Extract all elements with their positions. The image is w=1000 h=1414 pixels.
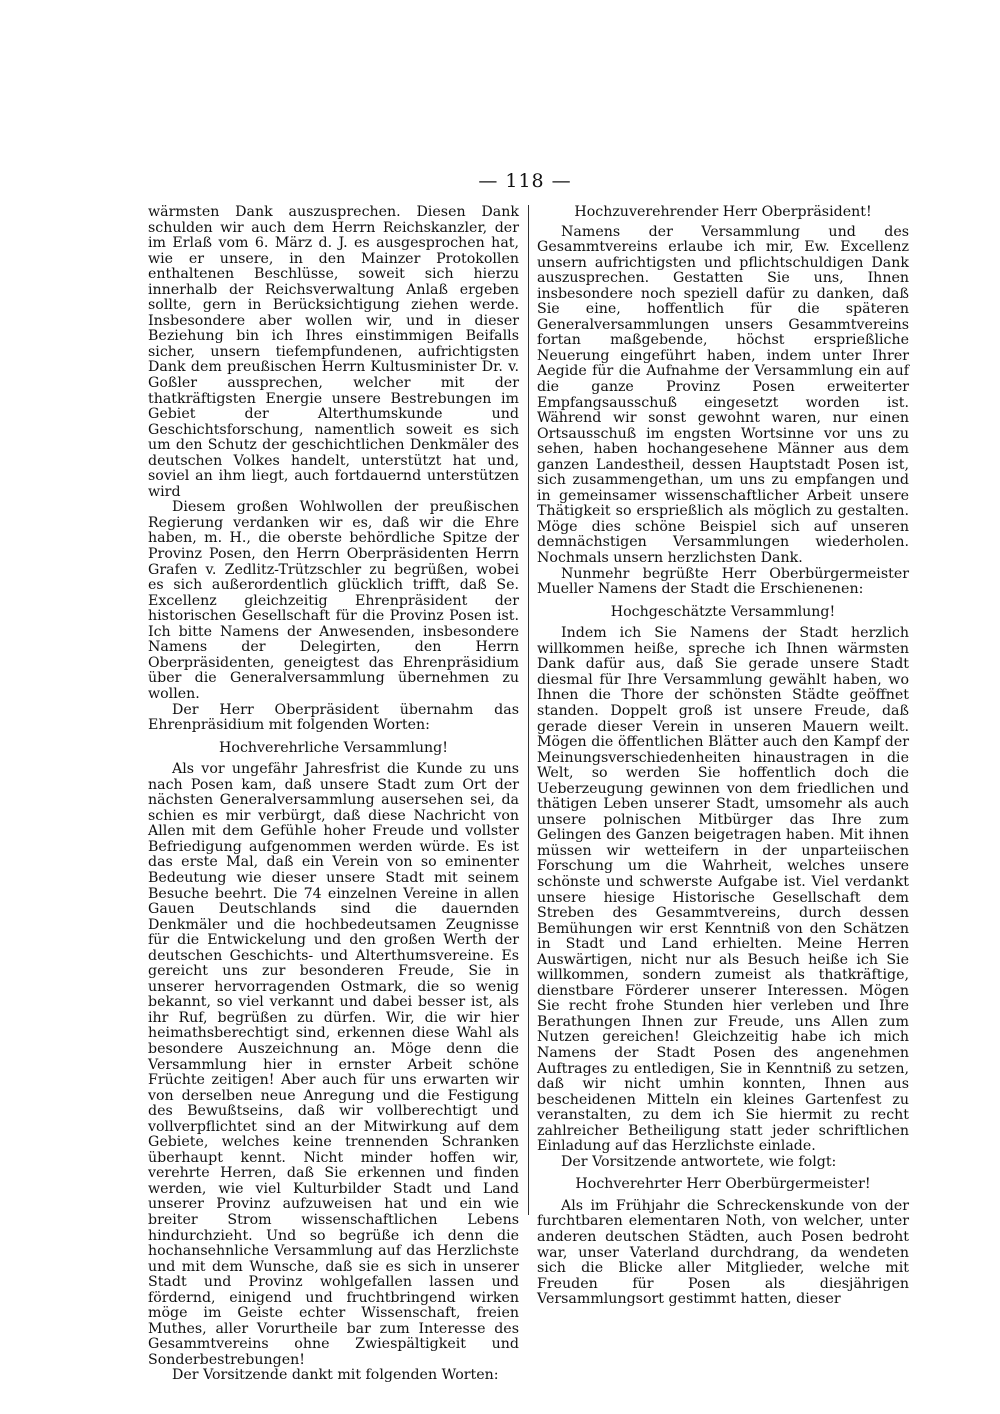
right-column <box>537 205 909 1308</box>
paragraph: wärmsten Dank auszusprechen. Diesen Dank schulden wir auch dem Herrn Reichskanzler, der im Erlaß vom 6. März d. J. es ausgesprochen hat, wie er unsere, in den Mainzer Protokollen enthaltenen Beschlüsse, soweit sich hierzu innerhalb der Reichsverwaltung Anlaß ergeben sollte, gern in Berücksichtigung ziehen werde. Insbesondere aber wollen wir, und in dieser Beziehung bin ich Ihres einstimmigen Beifalls sicher, unsern tiefempfundenen, aufrichtigsten Dank dem preußischen Herrn Kultusminister Dr. v. Goßler aussprechen, welcher mit der thatkräftigsten Energie unsere Bestrebungen im Gebiet der Alterthumskunde und Geschichtsforschung, namentlich soweit es sich um den Schutz der geschichtlichen Denkmäler des deutschen Volkes handelt, unterstützt hat und, soviel an ihm liegt, auch fortdauernd unterstützen wird <box>148 204 519 500</box>
paragraph: Namens der Versammlung und des Gesammtvereins erlaube ich mir, Ew. Excellenz unsern aufrichtigsten und pflichtschuldigen Dank auszusprechen. Gestatten Sie uns, Ihnen insbesondere noch speziell dafür zu danken, daß Sie eine, hoffentlich für die späteren Generalversammlungen unsers Gesammtvereins fortan maßgebende, höchst ersprießliche Neuerung eingeführt haben, indem unter Ihrer Aegide für die Aufnahme der Versammlung ein auf die ganze Provinz Posen erweiterter Empfangsausschuß eingesetzt worden ist. Während wir sonst gewohnt waren, nur einen Ortsausschuß im engsten Wortsinne vor uns zu sehen, haben hochangesehene Männer aus dem ganzen Landestheil, dessen Hauptstadt Posen ist, sich zusammengethan, um uns zu empfangen und in gemeinsamer wissenschaftlicher Arbeit unsere Thätigkeit so ersprießlich als möglich zu gestalten. Möge dies schöne Beispiel sich auf unseren demnächstigen Versammlungen wiederholen. Nochmals unsern herzlichsten Dank. <box>537 223 909 567</box>
salutation-heading: Hochverehrter Herr Oberbürgermeister! <box>575 1176 871 1193</box>
paragraph: Nunmehr begrüßte Herr Oberbürgermeister Mueller Namens der Stadt die Erschienenen: <box>537 565 909 598</box>
paragraph: Indem ich Sie Namens der Stadt herzlich willkommen heiße, spreche ich Ihnen wärmsten Dank dafür aus, daß Sie gerade unsere Stadt diesmal für Ihre Versammlung gewählt haben, wo Ihnen die Thore der schönsten Städte geöffnet standen. Doppelt groß ist unsere Freude, daß gerade dieser Verein in unseren Mauern weilt. Mögen die öffentlichen Blätter auch den Kampf der Meinungsverschiedenheiten hinaustragen in die Welt, so werden Sie hoffentlich doch die Ueberzeugung gewinnen von dem friedlichen und thätigen Leben unserer Stadt, umsomehr als auch unsere polnischen Mitbürger das Ihre zum Gelingen des Ganzen beigetragen haben. Mit ihnen müssen wir wetteifern in der unparteiischen Forschung um die Wahrheit, welches unsere schönste und schwerste Aufgabe ist. Viel verdankt unsere hiesige Historische Gesellschaft dem Streben des Gesammtvereins, durch dessen Bemühungen wir erst Kenntniß von den Schätzen in Stadt und Land erhielten. Meine Herren Auswärtigen, nicht nur als Besuch heiße ich Sie willkommen, sondern zumeist als thatkräftige, dienstbare Förderer unserer Interessen. Mögen Sie recht frohe Stunden hier verleben und Ihre Berathungen Ihnen zur Freude, uns Allen zum Nutzen gereichen! Gleichzeitig habe ich mich Namens der Stadt Posen des angenehmen Auftrages zu entledigen, Sie in Kenntniß zu setzen, daß wir nicht umhin konnten, Ihnen aus bescheidenen Mitteln ein kleines Gartenfest zu veranstalten, zu dem ich Sie hiermit zu recht zahlreicher Betheiligung statt jeder schriftlichen Einladung auf das Herzlichste einlade. <box>537 625 909 1155</box>
paragraph: Der Herr Oberpräsident übernahm das Ehrenpräsidium mit folgenden Worten: <box>148 701 519 734</box>
column-divider <box>528 205 529 1215</box>
page-number: — 118 — <box>478 170 572 192</box>
paragraph: Diesem großen Wohlwollen der preußischen Regierung verdanken wir es, daß wir die Ehre haben, m. H., die oberste behördliche Spitze der Provinz Posen, den Herrn Oberpräsidenten Herrn Grafen v. Zedlitz-Trützschler zu begrüßen, wobei es sich außerordentlich glücklich trifft, daß Se. Excellenz gleichzeitig Ehrenpräsident der historischen Gesellschaft für die Provinz Posen ist. Ich bitte Namens der Anwesenden, insbesondere Namens der Delegirten, den Herrn Oberpräsidenten, geneigtest das Ehrenpräsidium über die Generalversammlung übernehmen zu wollen. <box>148 499 519 702</box>
paragraph: Als im Frühjahr die Schreckenskunde von der furchtbaren elementaren Noth, von welcher, unter anderen deutschen Städten, auch Posen bedroht war, unser Vaterland durchdrang, da wendeten sich die Blicke aller Mitglieder, welche mit Freuden für Posen als diesjährigen Versammlungsort gestimmt hatten, dieser <box>537 1197 909 1308</box>
paragraph: Als vor ungefähr Jahresfrist die Kunde zu uns nach Posen kam, daß unsere Stadt zum Ort der nächsten Generalversammlung ausersehen sei, da schien es mir verbürgt, daß diese Nachricht von Allen mit dem Gefühle hoher Freude und vollster Befriedigung aufgenommen werden würde. Es ist das erste Mal, daß ein Verein von so eminenter Bedeutung wie dieser unsere Stadt mit seinem Besuche beehrt. Die 74 einzelnen Vereine in allen Gauen Deutschlands sind die dauernden Denkmäler und die hochbedeutsamen Zeugnisse für die Entwickelung und den großen Werth der deutschen Geschichts- und Alterthumsvereine. Es gereicht uns zur besonderen Freude, Sie in unserer hervorragenden Ostmark, die so wenig bekannt, so viel verkannt und dabei besser ist, als ihr Ruf, begrüßen zu dürfen. Wir, die wir hier heimathsberechtigt sind, erkennen diese Wahl als besondere Auszeichnung an. Möge denn die Versammlung hier in ernster Arbeit schöne Früchte zeitigen! Aber auch für uns erwarten wir von derselben neue Anregung und die Festigung des Bewußtseins, daß wir vollberechtigt und vollverpflichtet sind an der Mitwirkung auf dem Gebiete, welches keine trennenden Schranken überhaupt kennt. Nicht minder hoffen wir, verehrte Herren, daß Sie erkennen und finden werden, wie viel Kulturbilder Stadt und Land unserer Provinz aufzuweisen hat und ein wie breiter Strom wissenschaftlichen Lebens hindurchzieht. Und so begrüße ich denn die hochansehnliche Versammlung auf das Herzlichste und mit dem Wunsche, daß sie es sich in unserer Stadt und Provinz wohlgefallen lassen und fördernd, einigend und fruchtbringend wirken möge im Geiste echter Wissenschaft, freien Muthes, aller Vorurtheile bar zum Interesse des Gesammtvereins ohne Zwiespältigkeit und Sonderbestrebungen! <box>148 761 519 1368</box>
paragraph: Der Vorsitzende antwortete, wie folgt: <box>561 1153 837 1170</box>
salutation-heading: Hochgeschätzte Versammlung! <box>610 603 836 620</box>
paragraph: Der Vorsitzende dankt mit folgenden Worten: <box>172 1367 499 1384</box>
salutation-heading: Hochzuverehrender Herr Oberpräsident! <box>574 204 872 220</box>
left-column <box>148 205 519 1384</box>
salutation-heading: Hochverehrliche Versammlung! <box>219 739 448 756</box>
